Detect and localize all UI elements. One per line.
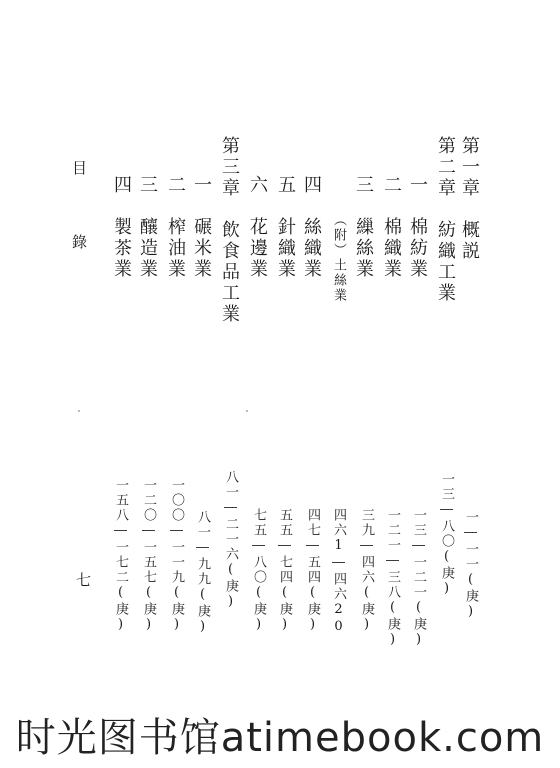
page-number: 七 [74, 572, 92, 590]
scan-speck [78, 410, 80, 412]
toc-entry-pages: 四七―五四(庚) [305, 508, 320, 634]
toc-entry-title: （附）土絲業 [331, 213, 346, 303]
toc-entry-pages: 一三―一二一(庚) [411, 508, 426, 649]
scan-speck [246, 410, 248, 412]
toc-entry-title: 三 繅絲業 [353, 175, 374, 280]
toc-entry-pages: 三九―四六(庚) [359, 508, 374, 634]
toc-entry-pages: 一五八―一七二(庚) [113, 478, 128, 634]
toc-entry-title: 二 榨油業 [165, 175, 186, 280]
toc-entry-title: 三 釀造業 [137, 175, 158, 280]
toc-entry-pages: 七五―八〇(庚) [251, 508, 266, 634]
toc-entry-title: 四 製茶業 [111, 175, 132, 280]
toc-entry-pages: 一三―八〇(庚) [439, 472, 454, 598]
toc-entry-title: 四 絲織業 [301, 175, 322, 280]
watermark-banner: 时光图书馆atimebook.com [15, 714, 545, 761]
toc-entry-pages: 一―一一(庚) [463, 510, 478, 621]
toc-entry-pages: 八一―二一六(庚) [223, 470, 238, 611]
toc-entry-pages: 一二〇―一五七(庚) [141, 478, 156, 634]
toc-entry-title: 二 棉織業 [381, 175, 402, 280]
toc-entry-pages: 四六1―四六20 [331, 508, 346, 636]
toc-entry-title: 第一章 概説 [459, 136, 480, 262]
toc-entry-title: 第二章 紡織工業 [435, 136, 456, 304]
toc-entry-title: 一 碾米業 [191, 175, 212, 280]
toc-entry-pages: 一〇〇―一一九(庚) [169, 478, 184, 634]
toc-header: 目 錄 [70, 160, 88, 271]
toc-entry-pages: 一二一―三八(庚) [385, 508, 400, 649]
toc-entry-title: 六 花邊業 [247, 175, 268, 280]
toc-entry-title: 五 針織業 [275, 175, 296, 280]
toc-entry-title: 第三章 飲食品工業 [219, 136, 240, 325]
toc-entry-title: 一 棉紡業 [407, 175, 428, 280]
toc-entry-pages: 八一―九九(庚) [195, 510, 210, 636]
toc-entry-pages: 五五―七四(庚) [277, 508, 292, 634]
